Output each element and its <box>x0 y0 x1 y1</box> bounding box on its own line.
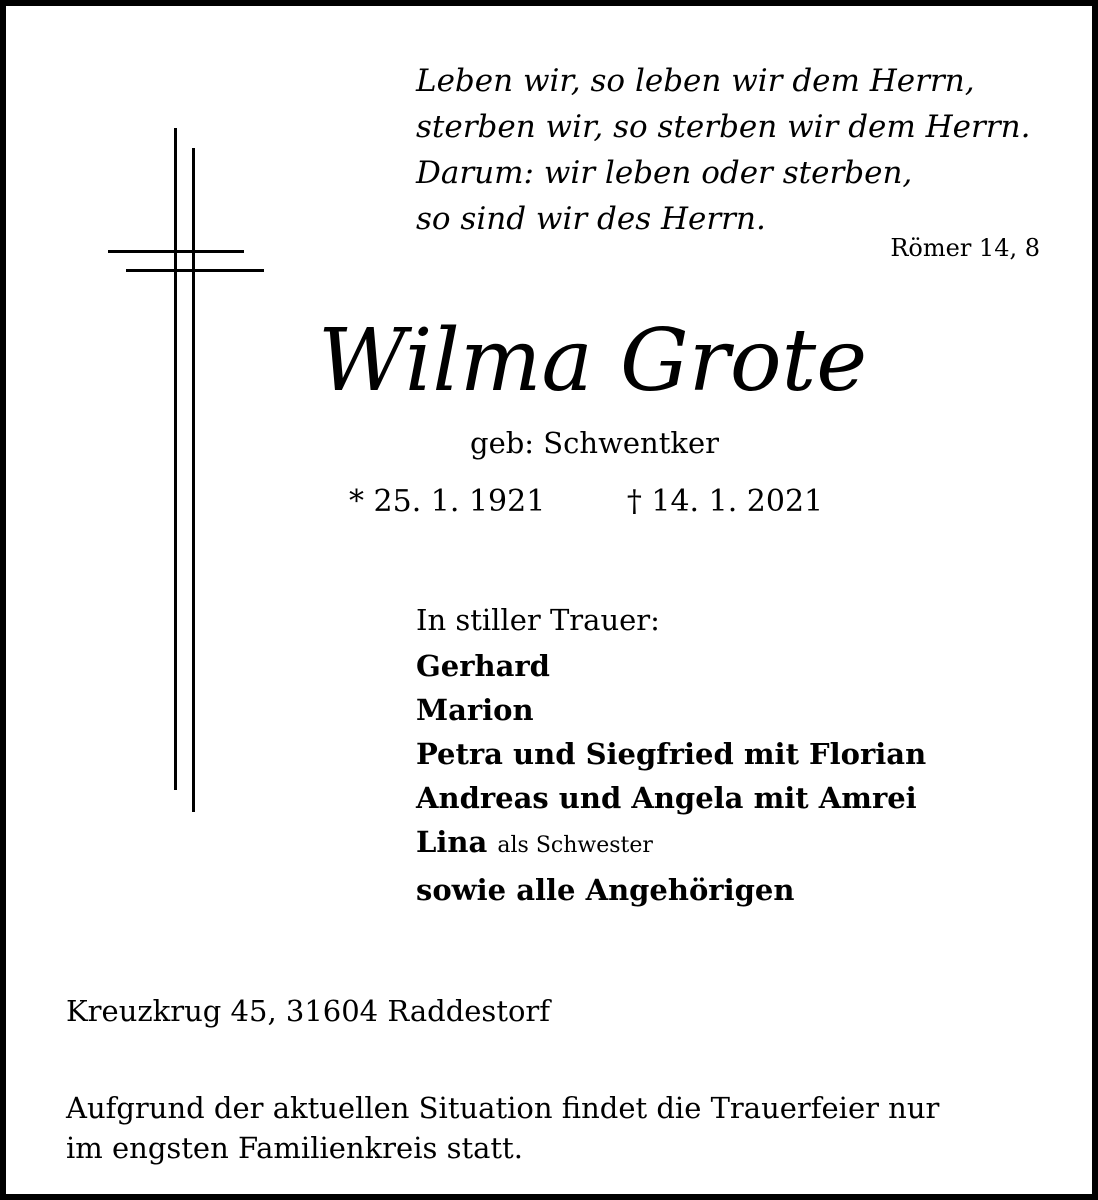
life-dates <box>349 484 823 519</box>
mourner-name: Andreas und Angela mit Amrei <box>416 781 917 815</box>
mourner-entry <box>416 776 926 820</box>
mourner-entry <box>416 644 926 688</box>
address: Kreuzkrug 45, 31604 Raddestorf <box>66 994 551 1028</box>
info-line: im engsten Familienkreis statt. <box>66 1131 523 1165</box>
verse-line: Leben wir, so leben wir dem Herrn, <box>416 63 975 99</box>
mourners-intro: In stiller Trauer: <box>416 603 660 637</box>
info-line: Aufgrund der aktuellen Situation findet die Trauerfeier nur <box>66 1091 940 1125</box>
mourner-name: Lina <box>416 825 488 859</box>
bible-verse <box>416 58 1030 242</box>
cross-vertical-bar <box>192 148 195 812</box>
deceased-name: Wilma Grote <box>318 311 868 411</box>
birth-name: geb: Schwentker <box>470 426 719 460</box>
cross-icon <box>104 128 266 812</box>
death-date: † 14. 1. 2021 <box>626 484 824 519</box>
funeral-info <box>66 1088 939 1168</box>
verse-line: Darum: wir leben oder sterben, <box>416 155 913 191</box>
mourner-name: Marion <box>416 693 534 727</box>
mourner-entry <box>416 868 926 912</box>
verse-reference: Römer 14, 8 <box>890 234 1040 262</box>
cross-horizontal-bar <box>108 250 244 253</box>
mourner-name: sowie alle Angehörigen <box>416 873 795 907</box>
verse-line: sterben wir, so sterben wir dem Herrn. <box>416 109 1031 145</box>
mourner-name: Gerhard <box>416 649 550 683</box>
verse-line: so sind wir des Herrn. <box>416 201 766 237</box>
cross-horizontal-bar <box>126 269 264 272</box>
mourner-entry <box>416 688 926 732</box>
mourner-relation: als Schwester <box>497 833 653 858</box>
mourner-name: Petra und Siegfried mit Florian <box>416 737 927 771</box>
mourner-entry <box>416 732 926 776</box>
mourners-list <box>416 598 926 912</box>
cross-vertical-bar <box>174 128 177 790</box>
birth-date: * 25. 1. 1921 <box>349 484 546 519</box>
mourner-entry <box>416 820 926 868</box>
